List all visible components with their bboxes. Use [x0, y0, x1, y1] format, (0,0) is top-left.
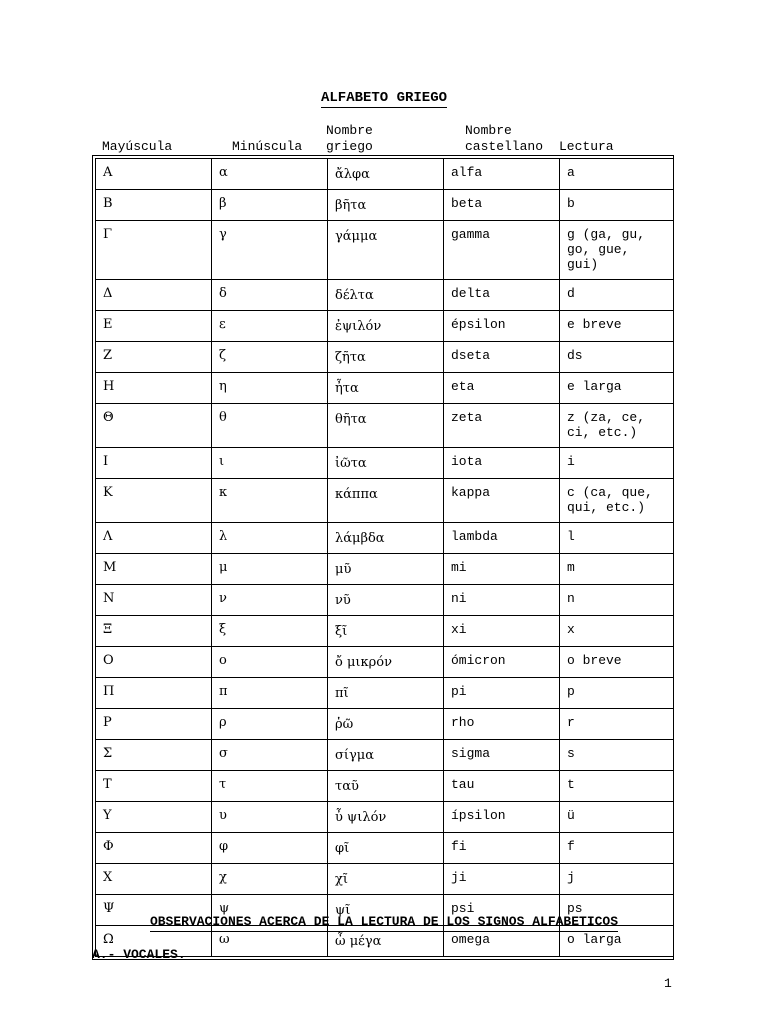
table-row: [96, 448, 674, 479]
cell-lowercase-letter: θ: [212, 404, 328, 448]
cell-lowercase-letter: ψ: [212, 895, 328, 926]
cell-lowercase-letter: κ: [212, 479, 328, 523]
cell-reading: n: [560, 585, 674, 616]
cell-reading: e larga: [560, 373, 674, 404]
table-row: [96, 864, 674, 895]
cell-greek-name: κάππα: [328, 479, 444, 523]
cell-spanish-name: ípsilon: [444, 802, 560, 833]
cell-reading: ds: [560, 342, 674, 373]
alphabet-table-body: [96, 159, 674, 957]
table-row: [96, 159, 674, 190]
cell-greek-name: ψῖ: [328, 895, 444, 926]
cell-reading: z (za, ce, ci, etc.): [560, 404, 674, 448]
cell-lowercase-letter: τ: [212, 771, 328, 802]
cell-lowercase-letter: ξ: [212, 616, 328, 647]
header-nombre-griego-line1: Nombre: [326, 123, 373, 138]
cell-lowercase-letter: γ: [212, 221, 328, 280]
page-title: [0, 90, 768, 106]
cell-uppercase-letter: Ι: [96, 448, 212, 479]
cell-spanish-name: rho: [444, 709, 560, 740]
cell-reading: p: [560, 678, 674, 709]
cell-spanish-name: ji: [444, 864, 560, 895]
cell-lowercase-letter: ζ: [212, 342, 328, 373]
cell-uppercase-letter: Χ: [96, 864, 212, 895]
table-row: [96, 311, 674, 342]
cell-greek-name: ξῖ: [328, 616, 444, 647]
cell-spanish-name: sigma: [444, 740, 560, 771]
cell-reading: r: [560, 709, 674, 740]
cell-reading: o breve: [560, 647, 674, 678]
cell-lowercase-letter: ο: [212, 647, 328, 678]
cell-reading: b: [560, 190, 674, 221]
cell-lowercase-letter: φ: [212, 833, 328, 864]
cell-reading: t: [560, 771, 674, 802]
cell-lowercase-letter: η: [212, 373, 328, 404]
cell-greek-name: ἰῶτα: [328, 448, 444, 479]
cell-greek-name: βῆτα: [328, 190, 444, 221]
cell-greek-name: χῖ: [328, 864, 444, 895]
cell-greek-name: ὄ μικρόν: [328, 647, 444, 678]
header-nombre-castellano-line2: castellano: [465, 139, 544, 154]
table-row: [96, 221, 674, 280]
table-row: [96, 342, 674, 373]
table-row: [96, 479, 674, 523]
cell-reading: j: [560, 864, 674, 895]
cell-spanish-name: pi: [444, 678, 560, 709]
cell-reading: f: [560, 833, 674, 864]
cell-uppercase-letter: Ρ: [96, 709, 212, 740]
cell-spanish-name: omega: [444, 926, 560, 957]
cell-greek-name: ταῦ: [328, 771, 444, 802]
cell-reading: a: [560, 159, 674, 190]
cell-uppercase-letter: Λ: [96, 523, 212, 554]
cell-uppercase-letter: Υ: [96, 802, 212, 833]
cell-spanish-name: tau: [444, 771, 560, 802]
cell-uppercase-letter: Ω: [96, 926, 212, 957]
header-nombre-griego-line2: griego: [326, 139, 373, 154]
cell-uppercase-letter: Ν: [96, 585, 212, 616]
cell-uppercase-letter: Σ: [96, 740, 212, 771]
header-lectura: Lectura: [559, 139, 614, 154]
cell-spanish-name: alfa: [444, 159, 560, 190]
table-row: [96, 616, 674, 647]
cell-spanish-name: eta: [444, 373, 560, 404]
cell-greek-name: φῖ: [328, 833, 444, 864]
table-row: [96, 647, 674, 678]
cell-reading: s: [560, 740, 674, 771]
cell-greek-name: θῆτα: [328, 404, 444, 448]
observations-heading-text: OBSERVACIONES ACERCA DE LA LECTURA DE LOS SIGNOS ALFABETICOS: [150, 914, 618, 932]
cell-greek-name: ἐψιλόν: [328, 311, 444, 342]
cell-lowercase-letter: α: [212, 159, 328, 190]
cell-lowercase-letter: ν: [212, 585, 328, 616]
alphabet-table-frame: [92, 155, 674, 960]
cell-uppercase-letter: Π: [96, 678, 212, 709]
cell-greek-name: ἄλφα: [328, 159, 444, 190]
cell-uppercase-letter: Φ: [96, 833, 212, 864]
cell-reading: i: [560, 448, 674, 479]
cell-uppercase-letter: Ψ: [96, 895, 212, 926]
cell-uppercase-letter: Ζ: [96, 342, 212, 373]
cell-uppercase-letter: Κ: [96, 479, 212, 523]
cell-lowercase-letter: χ: [212, 864, 328, 895]
cell-spanish-name: ni: [444, 585, 560, 616]
cell-lowercase-letter: π: [212, 678, 328, 709]
cell-reading: d: [560, 280, 674, 311]
cell-uppercase-letter: Ξ: [96, 616, 212, 647]
cell-reading: g (ga, gu, go, gue, gui): [560, 221, 674, 280]
cell-lowercase-letter: υ: [212, 802, 328, 833]
cell-lowercase-letter: μ: [212, 554, 328, 585]
header-mayuscula: Mayúscula: [102, 139, 173, 154]
cell-spanish-name: kappa: [444, 479, 560, 523]
table-row: [96, 833, 674, 864]
cell-spanish-name: dseta: [444, 342, 560, 373]
table-row: [96, 554, 674, 585]
cell-greek-name: νῦ: [328, 585, 444, 616]
cell-spanish-name: gamma: [444, 221, 560, 280]
cell-spanish-name: iota: [444, 448, 560, 479]
cell-reading: l: [560, 523, 674, 554]
table-row: [96, 771, 674, 802]
cell-lowercase-letter: ω: [212, 926, 328, 957]
table-row: [96, 740, 674, 771]
cell-reading: e breve: [560, 311, 674, 342]
cell-spanish-name: épsilon: [444, 311, 560, 342]
table-row: [96, 280, 674, 311]
cell-uppercase-letter: Δ: [96, 280, 212, 311]
cell-reading: x: [560, 616, 674, 647]
cell-greek-name: ῥῶ: [328, 709, 444, 740]
cell-uppercase-letter: Τ: [96, 771, 212, 802]
cell-spanish-name: lambda: [444, 523, 560, 554]
table-row: [96, 802, 674, 833]
page-number: 1: [664, 976, 672, 991]
cell-spanish-name: mi: [444, 554, 560, 585]
cell-lowercase-letter: ι: [212, 448, 328, 479]
cell-reading: ü: [560, 802, 674, 833]
observations-heading: [0, 914, 768, 929]
cell-reading: o larga: [560, 926, 674, 957]
cell-uppercase-letter: Ο: [96, 647, 212, 678]
cell-lowercase-letter: σ: [212, 740, 328, 771]
header-nombre-castellano-line1: Nombre: [465, 123, 512, 138]
cell-greek-name: μῦ: [328, 554, 444, 585]
page-title-text: ALFABETO GRIEGO: [320, 90, 448, 106]
table-row: [96, 190, 674, 221]
cell-greek-name: λάμβδα: [328, 523, 444, 554]
cell-spanish-name: zeta: [444, 404, 560, 448]
cell-lowercase-letter: ε: [212, 311, 328, 342]
cell-reading: c (ca, que, qui, etc.): [560, 479, 674, 523]
table-row: [96, 678, 674, 709]
cell-greek-name: δέλτα: [328, 280, 444, 311]
cell-reading: ps: [560, 895, 674, 926]
cell-reading: m: [560, 554, 674, 585]
cell-greek-name: γάμμα: [328, 221, 444, 280]
cell-spanish-name: fi: [444, 833, 560, 864]
cell-spanish-name: delta: [444, 280, 560, 311]
cell-uppercase-letter: Θ: [96, 404, 212, 448]
cell-uppercase-letter: Β: [96, 190, 212, 221]
cell-lowercase-letter: ρ: [212, 709, 328, 740]
table-row: [96, 585, 674, 616]
cell-lowercase-letter: λ: [212, 523, 328, 554]
section-a-heading: A.- VOCALES.: [92, 947, 186, 962]
cell-lowercase-letter: δ: [212, 280, 328, 311]
cell-uppercase-letter: Α: [96, 159, 212, 190]
cell-uppercase-letter: Η: [96, 373, 212, 404]
cell-uppercase-letter: Μ: [96, 554, 212, 585]
cell-uppercase-letter: Γ: [96, 221, 212, 280]
cell-spanish-name: ómicron: [444, 647, 560, 678]
table-row: [96, 404, 674, 448]
table-row: [96, 373, 674, 404]
cell-greek-name: ζῆτα: [328, 342, 444, 373]
table-row: [96, 709, 674, 740]
cell-spanish-name: xi: [444, 616, 560, 647]
alphabet-table: [95, 158, 674, 957]
cell-greek-name: ἦτα: [328, 373, 444, 404]
cell-lowercase-letter: β: [212, 190, 328, 221]
cell-spanish-name: beta: [444, 190, 560, 221]
header-minuscula: Minúscula: [232, 139, 303, 154]
cell-greek-name: ὦ μέγα: [328, 926, 444, 957]
cell-uppercase-letter: Ε: [96, 311, 212, 342]
cell-greek-name: ὖ ψιλόν: [328, 802, 444, 833]
cell-greek-name: σίγμα: [328, 740, 444, 771]
cell-spanish-name: psi: [444, 895, 560, 926]
cell-greek-name: πῖ: [328, 678, 444, 709]
table-row: [96, 523, 674, 554]
